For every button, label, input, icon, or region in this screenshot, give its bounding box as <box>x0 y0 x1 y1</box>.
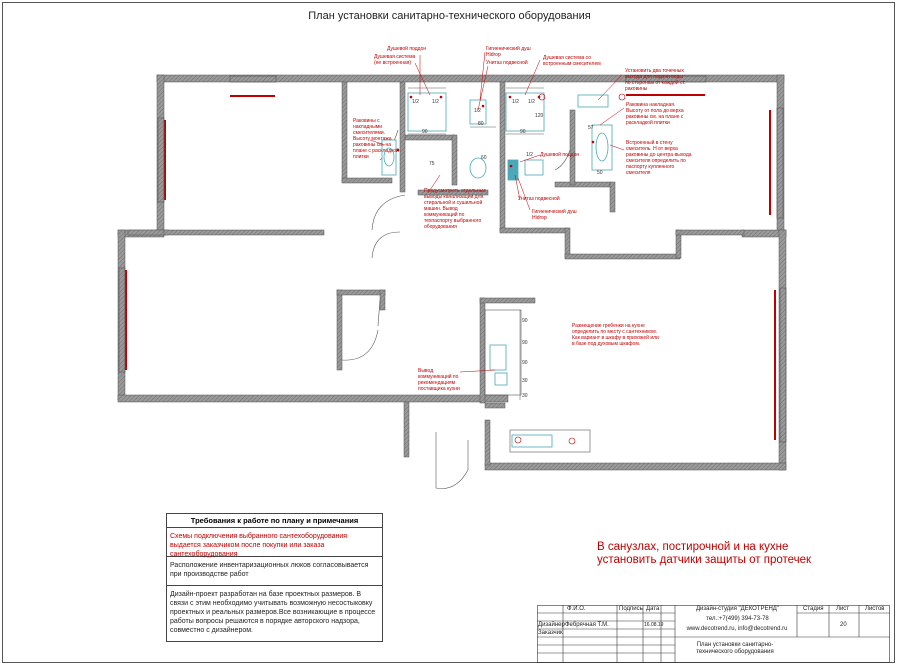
stamp-studio: Дизайн-студия "ДЕКОТРЕНД" <box>695 606 780 612</box>
label-shower-tray-2: Душевой поддон <box>540 152 580 158</box>
page-title: План установки санитарно-технического оборудования <box>308 10 591 22</box>
dim-label: 30 <box>522 378 528 384</box>
stamp-sheets: Листов <box>865 606 885 612</box>
dim-label: 90 <box>520 129 526 135</box>
dim-label: 90 <box>522 340 528 346</box>
stamp-date: Дата <box>646 606 660 612</box>
dim-label: 1/2 <box>412 99 419 105</box>
dim-label: 57 <box>588 125 594 131</box>
label-wall-toilet: Унитаз подвесной <box>486 60 528 66</box>
label-shower-builtin: Душевая система со встроенным смесителем <box>543 55 601 67</box>
label-builtin-mixer: Встроенный в стену смеситель. Н от верха раковины до центра выхода смесителя определить по паспорту купленного смесителя <box>626 140 692 176</box>
stamp-customer-role: Заказчик <box>538 630 563 636</box>
stamp-designer-role: Дизайнер <box>538 622 565 628</box>
dim-label: 120 <box>535 113 544 119</box>
stamp-doc-title: План установки санитарно-технического оборудования <box>696 642 774 655</box>
stamp-designer-name: Фебрячная Т.М. <box>565 622 609 628</box>
stamp-stage: Стадия <box>803 606 824 612</box>
dim-label: 90 <box>422 129 428 135</box>
dim-label: 60 <box>481 155 487 161</box>
label-sink-mixers: Раковины с накладными смесителями. Высоту монтажа раковины см. на плане с раскладкой плитки <box>353 118 399 160</box>
stamp-sheet-no: 20 <box>840 622 847 628</box>
label-shower-system: Душевая система (не встроенная) <box>374 54 416 66</box>
notes-row-1: Схемы подключения выбранного сантехоборудования выдается заказчиком после покупки или заказа сантехоборудования <box>167 528 382 557</box>
label-hygienic-shower-2: Гигиенический душ Hidrop <box>532 209 577 221</box>
dim-label: 80 <box>478 121 484 127</box>
sanitary-fixtures <box>382 93 612 447</box>
dim-label: 90 <box>522 318 528 324</box>
dim-label: 1/2 <box>432 99 439 105</box>
stamp-designer-date: 16.08.19 <box>644 622 664 628</box>
dim-label: 1/2 <box>526 152 533 158</box>
label-two-outlets: Установить два точечных выхода для подачи воды по сторонам от каждой ст. раковины <box>625 68 686 92</box>
label-wall-toilet-2: Унитаз подвесной <box>518 196 560 202</box>
stamp-sheet: Лист <box>836 606 850 612</box>
notes-table <box>166 513 383 642</box>
stamp-sign: Подпись <box>619 606 643 612</box>
label-manifold-kitchen: Размещение гребенки на кухне определить по месту с сантехником. Как вариант в шкафу в прихожей или в базе под духовым шкафом. <box>572 323 659 347</box>
label-sink-overhead: Раковина накладная. Высоту от пола до верха раковины см. на плане с раскладкой плитки <box>626 102 684 126</box>
label-shower-tray: Душевой поддон <box>387 46 427 52</box>
dim-label: 30 <box>522 393 528 399</box>
label-comm-outlet: Вывод коммуникаций по рекомендациям поставщика кухни <box>418 368 460 392</box>
leak-sensor-note: В санузлах, постирочной и на кухне установить датчики защиты от протечек <box>597 541 812 566</box>
dim-label: 90 <box>522 360 528 366</box>
dim-label: 1/2 <box>512 99 519 105</box>
outer-walls <box>118 75 786 470</box>
dim-label: 1/2 <box>528 99 535 105</box>
dim-label: 1/2 <box>474 108 481 114</box>
label-hygienic-shower: Гигиенический душ Hidrop <box>486 46 531 58</box>
dim-label: 50 <box>597 170 603 176</box>
stamp-fio: Ф.И.О. <box>567 606 586 612</box>
stamp-phone: тел.:+7(499) 394-73-78 <box>706 616 769 622</box>
dim-label: 75 <box>429 161 435 167</box>
notes-header: Требования к работе по плану и примечания <box>167 514 382 528</box>
label-provide-outlets: Предусмотреть отдельные выводы канализации для стиральной и сушильной машин. Вывод коммуникаций по техпаспорту выбранного оборудования <box>424 188 486 230</box>
notes-row-3: Дизайн-проект разработан на базе проектных размеров. В связи с этим необходимо учитывать возможную несостыковку проектных и реальных размеров.Все возникающие в процессе работы вопросы решаются в порядке авторского надзора, совместно с дизайнером. <box>170 591 376 634</box>
stamp-sites-email: www.decotrend.ru, info@decotrend.ru <box>686 626 788 632</box>
notes-row-2: Расположение инвентаризационных люков согласовывается при производстве работ <box>167 557 382 586</box>
